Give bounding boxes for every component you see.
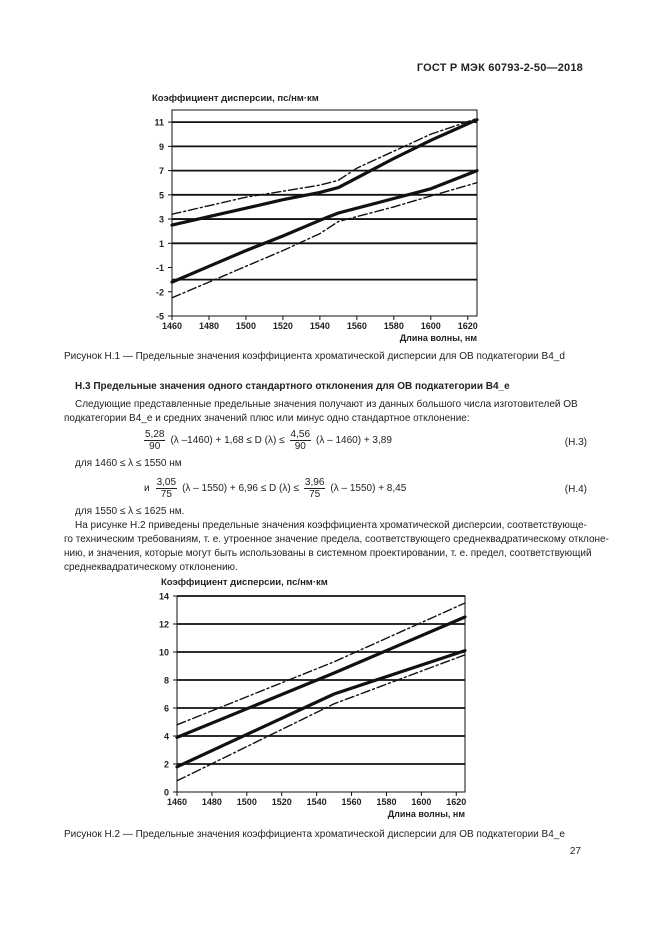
formula-tail: (λ – 1550) + 8,45 [330,483,407,494]
x-tick-label: 1460 [166,797,188,807]
y-tick-label: 6 [163,703,169,714]
x-tick-label: 1580 [376,797,397,807]
y-tick-label: 12 [158,619,169,630]
para2-line-1: На рисунке Н.2 приведены предельные значения коэффициента хроматической дисперсии, соответствующе- [75,520,587,531]
fraction [156,477,177,500]
intro-line-1: Следующие представленные предельные значения получают из данных большого числа изготовителей ОВ [75,399,578,410]
series-line [172,120,477,225]
fraction [144,429,165,452]
fraction-numerator: 3,96 [304,477,325,488]
x-tick-label: 1480 [198,321,219,331]
y-axis-title: Коэффициент дисперсии, пс/нм·км [152,93,319,104]
intro-line-2: подкатегории В4_e и средних значений плюс или минус одно стандартное отклонение: [64,413,470,424]
y-tick-label: 11 [154,117,164,128]
series-line [177,617,465,737]
para2-line-2: го техническим требованиям, т. е. утроенное значение предела, соответствующего среднеквадратическому отклоне- [64,534,609,545]
formula-prefix: и [144,483,150,494]
x-tick-label: 1620 [457,321,478,331]
fraction-denominator: 90 [149,441,161,452]
document-header: ГОСТ Р МЭК 60793-2-50—2018 [416,62,583,74]
formula-h3 [142,429,392,452]
fraction-numerator: 3,05 [156,477,177,488]
formula-body: (λ – 1550) + 6,96 ≤ D (λ) ≤ [182,483,299,494]
x-axis-title: Длина волны, нм [399,333,477,343]
fraction-numerator: 4,56 [290,429,311,440]
series-line [172,171,477,283]
y-tick-label: 10 [158,647,169,658]
x-tick-label: 1520 [271,797,292,807]
plot-frame [177,596,465,792]
x-tick-label: 1600 [420,321,441,331]
fraction-denominator: 90 [294,441,306,452]
y-axis-title: Коэффициент дисперсии, пс/нм·км [161,577,328,588]
fraction [290,429,311,452]
x-tick-label: 1500 [235,321,256,331]
y-tick-label: 3 [158,214,164,225]
formula-body: (λ –1460) + 1,68 ≤ D (λ) ≤ [170,435,285,446]
x-tick-label: 1520 [272,321,293,331]
formula-h4 [144,477,406,500]
equation-number-h4: (Н.4) [564,484,587,495]
y-tick-label: -5 [155,311,164,322]
figure-1-chart [0,0,661,360]
x-tick-label: 1580 [383,321,404,331]
y-tick-label: 7 [158,166,164,177]
fraction [304,477,325,500]
fraction-denominator: 75 [160,489,172,500]
page-number: 27 [569,846,581,857]
y-tick-label: 4 [163,731,169,742]
y-tick-label: -1 [155,263,164,274]
figure-2-chart [0,570,661,825]
formula-h3-range: для 1460 ≤ λ ≤ 1550 нм [75,458,182,469]
y-tick-label: 5 [158,190,164,201]
x-tick-label: 1600 [411,797,432,807]
y-tick-label: -2 [155,287,164,298]
formula-h4-range: для 1550 ≤ λ ≤ 1625 нм. [75,506,185,517]
x-tick-label: 1540 [306,797,327,807]
x-tick-label: 1540 [309,321,330,331]
x-tick-label: 1560 [346,321,367,331]
series-line [172,119,477,215]
x-tick-label: 1480 [201,797,222,807]
para2-line-4: среднеквадратическому отклонению. [64,562,238,573]
fraction-denominator: 75 [309,489,321,500]
figure-2-caption: Рисунок Н.2 — Предельные значения коэффициента хроматической дисперсии для ОВ подкатегории В4_e [64,829,565,840]
x-tick-label: 1560 [341,797,362,807]
x-tick-label: 1620 [446,797,467,807]
series-line [177,655,465,781]
y-tick-label: 8 [163,675,169,686]
equation-number-h3: (Н.3) [564,437,587,448]
section-title: Н.3 Предельные значения одного стандартного отклонения для ОВ подкатегории В4_e [75,381,510,392]
y-tick-label: 0 [163,787,169,798]
y-tick-label: 2 [163,759,169,770]
y-tick-label: 1 [158,238,164,249]
x-tick-label: 1500 [236,797,257,807]
fraction-numerator: 5,28 [145,429,165,440]
para2-line-3: нию, и значения, которые могут быть использованы в системном проектировании, т. е. предел, соответствующий [64,548,592,559]
figure-1-caption: Рисунок Н.1 — Предельные значения коэффициента хроматической дисперсии для ОВ подкатегории В4_d [64,351,565,362]
y-tick-label: 9 [158,141,164,152]
x-axis-title: Длина волны, нм [387,809,465,819]
y-tick-label: 14 [158,591,169,602]
formula-tail: (λ – 1460) + 3,89 [316,435,392,446]
x-tick-label: 1460 [161,321,183,331]
